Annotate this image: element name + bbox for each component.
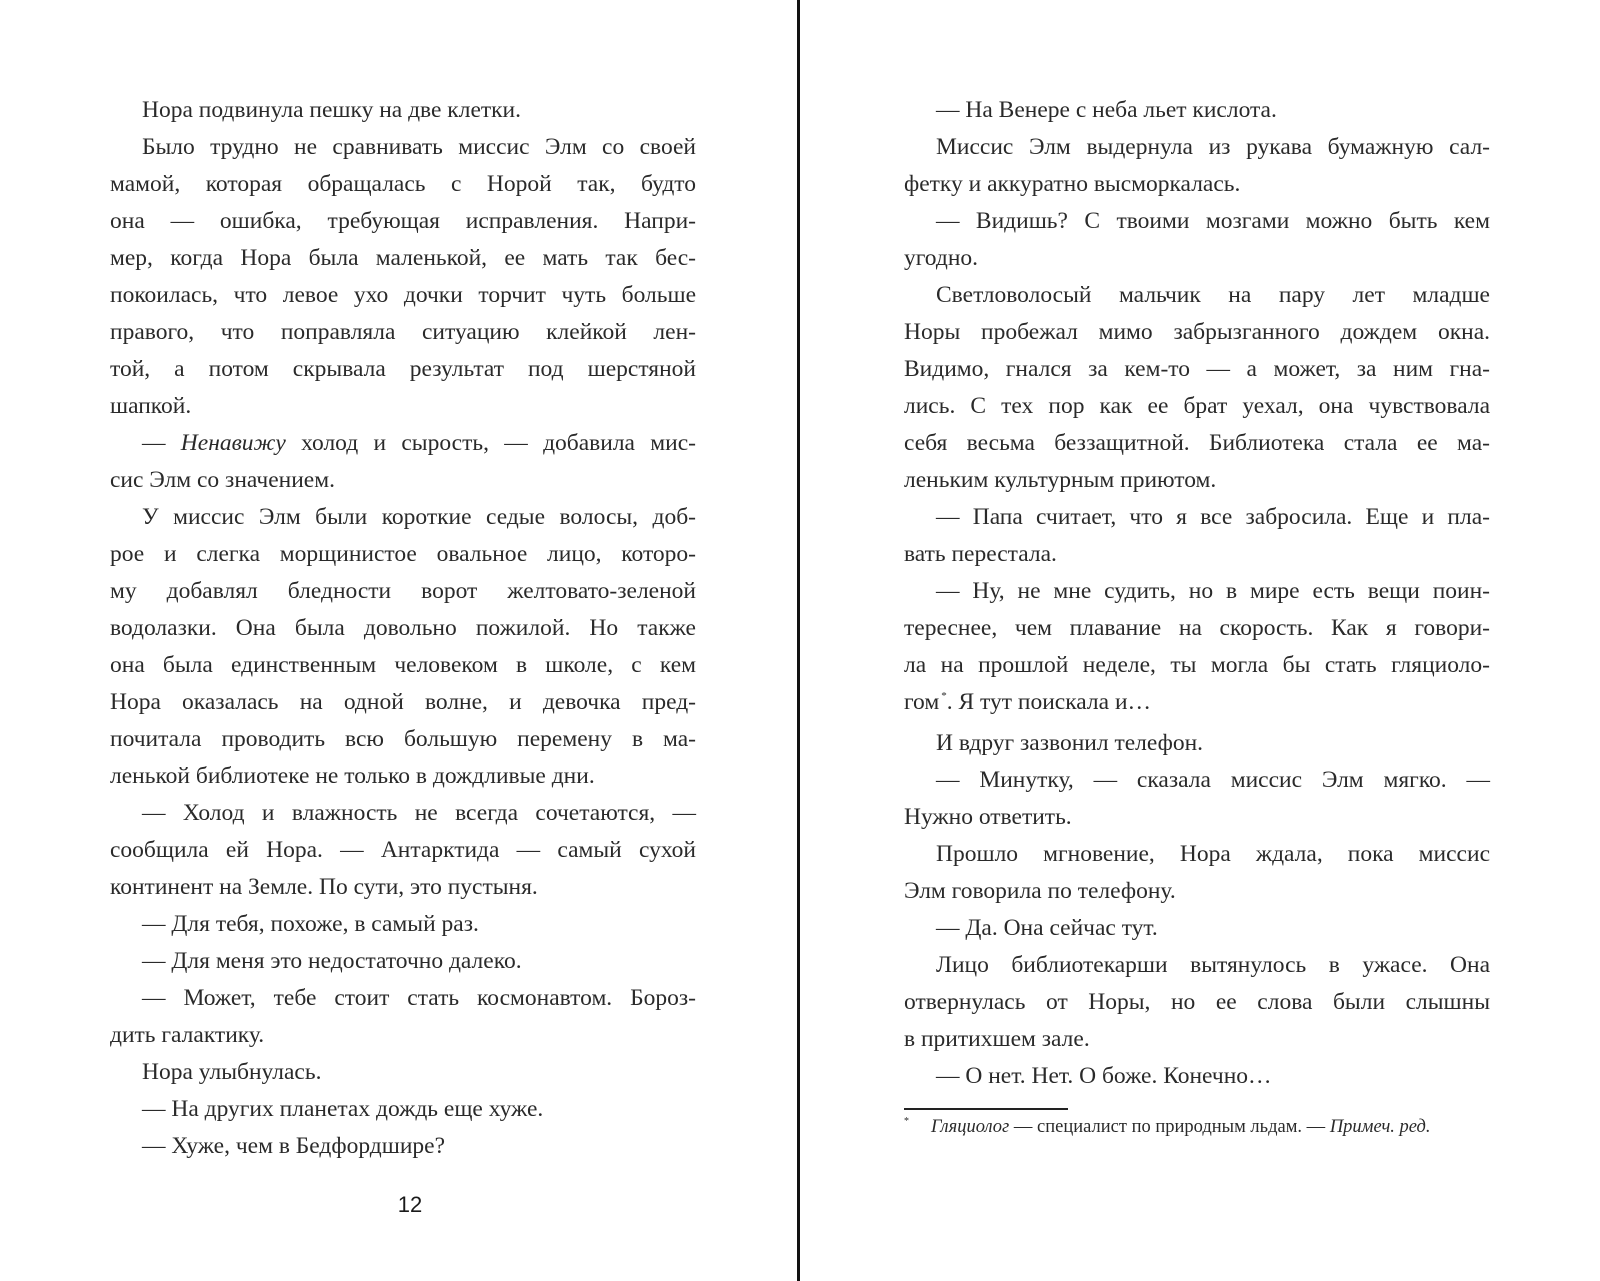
text-line: дить галактику. (110, 1022, 265, 1048)
footnote-marker: * (904, 1116, 909, 1127)
footnote-note: Примеч. ред. (1329, 1117, 1431, 1137)
text-line: тереснее, чем плавание на скорость. Как я говори- (904, 615, 1490, 641)
text-line: ленькой библиотеке не только в дождливые дни. (110, 763, 595, 789)
text-line: И вдруг зазвонил телефон. (936, 730, 1204, 756)
text-line: Нужно ответить. (904, 804, 1072, 830)
text-line: Прошло мгновение, Нора ждала, пока миссис (936, 841, 1490, 867)
text-line: шапкой. (110, 393, 192, 419)
footnote (904, 1115, 1490, 1142)
text-line: му добавлял бледности ворот желтовато-зеленой (110, 578, 696, 604)
footnote-rule (904, 1108, 1068, 1110)
text-line: — Холод и влажность не всегда сочетаются, — (142, 800, 696, 826)
page-number: 12 (397, 1192, 423, 1217)
text-line: Нора оказалась на одной волне, и девочка пред- (110, 689, 696, 715)
text-line: она была единственным человеком в школе, с кем (110, 652, 696, 678)
text-line: континент на Земле. По сути, это пустыня. (110, 874, 538, 900)
right-page (904, 92, 1490, 1095)
footnote-term: Гляциолог (931, 1117, 1010, 1137)
text-line: Видимо, гнался за кем-то — а может, за ним гна- (904, 356, 1490, 382)
text-line: Элм говорила по телефону. (904, 878, 1176, 904)
text-line: — Для меня это недостаточно далеко. (142, 948, 522, 974)
text-line: — Да. Она сейчас тут. (936, 915, 1158, 941)
text-line: рое и слегка морщинистое овальное лицо, которо- (110, 541, 696, 567)
text-line: — Хуже, чем в Бедфордшире? (142, 1133, 446, 1159)
text-line: леньким культурным приютом. (904, 467, 1217, 493)
text-line: в притихшем зале. (904, 1026, 1090, 1052)
footnote-reference: * (941, 690, 947, 702)
text-line: почитала проводить всю большую перемену в ма- (110, 726, 696, 752)
text-line: — Ненавижу холод и сырость, — добавила мис- (142, 430, 696, 456)
footnote-text: — специалист по природным льдам. — (1009, 1117, 1330, 1137)
text-line: Светловолосый мальчик на пару лет младше (936, 282, 1490, 308)
text-line: фетку и аккуратно высморкалась. (904, 171, 1241, 197)
text-line: покоилась, что левое ухо дочки торчит чуть больше (110, 282, 696, 308)
text-line: Нора улыбнулась. (142, 1059, 322, 1085)
page-spine-divider (797, 0, 800, 1281)
text-line: вать перестала. (904, 541, 1057, 567)
text-line: себя весьма беззащитной. Библиотека стала ее ма- (904, 430, 1490, 456)
text-line: — О нет. Нет. О боже. Конечно… (936, 1063, 1272, 1089)
text-line: — Может, тебе стоит стать космонавтом. Бороз- (142, 985, 696, 1011)
text-line: Нора подвинула пешку на две клетки. (142, 97, 522, 123)
text-line: лись. С тех пор как ее брат уехал, она чувствовала (904, 393, 1490, 419)
text-line: отвернулась от Норы, но ее слова были слышны (904, 989, 1490, 1015)
text-line: ла на прошлой неделе, ты могла бы стать гляциоло- (904, 652, 1490, 678)
text-line: У миссис Элм были короткие седые волосы, доб- (142, 504, 696, 530)
text-line: — Папа считает, что я все забросила. Еще и пла- (936, 504, 1490, 530)
text-line: она — ошибка, требующая исправления. Напри- (110, 208, 696, 234)
text-line: водолазки. Она была довольно пожилой. Но также (110, 615, 696, 641)
text-line: мамой, которая обращалась с Норой так, будто (110, 171, 696, 197)
text-line: — Минутку, — сказала миссис Элм мягко. — (936, 767, 1490, 793)
text-line: сообщила ей Нора. — Антарктида — самый сухой (110, 837, 696, 863)
text-line: сис Элм со значением. (110, 467, 335, 493)
text-line: угодно. (904, 245, 979, 271)
left-page (110, 92, 696, 1165)
text-line: Миссис Элм выдернула из рукава бумажную сал- (936, 134, 1490, 160)
text-line: — Для тебя, похоже, в самый раз. (142, 911, 479, 937)
text-line: Норы пробежал мимо забрызганного дождем окна. (904, 319, 1490, 345)
text-line: — На других планетах дождь еще хуже. (142, 1096, 544, 1122)
text-line: мер, когда Нора была маленькой, ее мать так бес- (110, 245, 696, 271)
text-line: правого, что поправляла ситуацию клейкой лен- (110, 319, 696, 345)
text-line: — На Венере с неба льет кислота. (936, 97, 1277, 123)
text-line: Было трудно не сравнивать миссис Элм со своей (142, 134, 696, 160)
text-line: той, а потом скрывала результат под шерстяной (110, 356, 696, 382)
text-line: — Ну, не мне судить, но в мире есть вещи поин- (936, 578, 1490, 604)
text-line: гом *. Я тут поискала и… (904, 689, 1152, 715)
text-line: Лицо библиотекарши вытянулось в ужасе. Она (936, 952, 1490, 978)
text-line: — Видишь? С твоими мозгами можно быть кем (936, 208, 1490, 234)
